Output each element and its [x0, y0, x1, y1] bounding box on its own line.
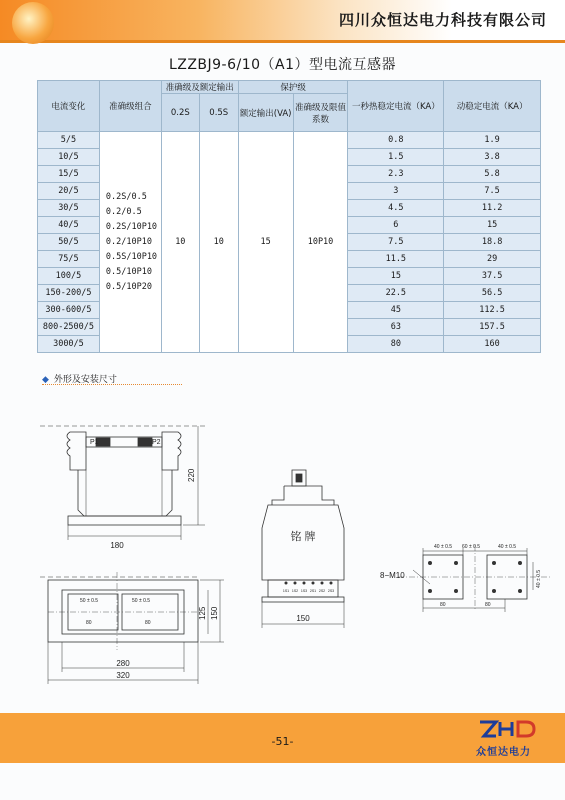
- dynamic-cell: 7.5: [444, 183, 541, 200]
- hole-layout: [398, 545, 550, 612]
- thermal-cell: 15: [348, 268, 444, 285]
- nameplate-label: 铭 牌: [290, 531, 316, 543]
- dim-hole-b: 60 ± 0.5: [462, 544, 481, 550]
- ratio-cell: 75/5: [38, 251, 100, 268]
- header-protection: 保护级: [238, 81, 348, 94]
- ratio-cell: 100/5: [38, 268, 100, 285]
- header-combo: 准确级组合: [99, 81, 161, 132]
- dim-slot-c: 80: [86, 620, 92, 626]
- diamond-icon: ◆: [42, 375, 49, 385]
- thermal-cell: 1.5: [348, 149, 444, 166]
- combo-item: 0.2/0.5: [105, 206, 142, 217]
- dynamic-cell: 15: [444, 217, 541, 234]
- thermal-cell: 80: [348, 336, 444, 353]
- dim-bottom-150: 150: [210, 606, 219, 620]
- section-title: 外形及安装尺寸: [53, 375, 117, 385]
- dim-hole-f: 80: [485, 602, 491, 608]
- dynamic-cell: 29: [444, 251, 541, 268]
- front-view: [40, 426, 205, 540]
- page-title: LZZBJ9-6/10（A1）型电流互感器: [168, 57, 397, 73]
- header-rated-output: 额定输出(VA): [238, 94, 293, 132]
- thermal-cell: 45: [348, 302, 444, 319]
- dim-hole-a: 40 ± 0.5: [434, 544, 453, 550]
- combo-item: 0.5S/10P10: [105, 251, 158, 262]
- ratio-cell: 150-200/5: [38, 285, 100, 302]
- terminal-label: 2S2: [318, 589, 326, 593]
- dim-hole-c: 40 ± 0.5: [498, 544, 517, 550]
- dynamic-cell: 11.2: [444, 200, 541, 217]
- dynamic-cell: 112.5: [444, 302, 541, 319]
- zhd-logo-icon: [478, 720, 540, 740]
- header-accuracy-group: 准确级及额定输出: [161, 81, 238, 94]
- thermal-cell: 63: [348, 319, 444, 336]
- bottom-view: [40, 572, 224, 684]
- ratio-cell: 3000/5: [38, 336, 100, 353]
- thermal-cell: 11.5: [348, 251, 444, 268]
- output-02s-cell: 10: [161, 132, 199, 353]
- p2-label: P2: [152, 439, 161, 446]
- thermal-cell: 6: [348, 217, 444, 234]
- thermal-cell: 3: [348, 183, 444, 200]
- dim-slot-a: 50 ± 0.5: [80, 598, 99, 604]
- dynamic-cell: 3.8: [444, 149, 541, 166]
- hole-callout: 8−M10: [380, 571, 405, 580]
- brand-name: 众恒达电力: [476, 747, 531, 758]
- thermal-cell: 2.3: [348, 166, 444, 183]
- terminal-label: 2S3: [327, 589, 335, 593]
- dynamic-cell: 160: [444, 336, 541, 353]
- ratio-cell: 5/5: [38, 132, 100, 149]
- header-05s: 0.5S: [199, 94, 238, 132]
- terminal-label: 1S2: [291, 589, 299, 593]
- dim-slot-d: 80: [145, 620, 151, 626]
- rated-output-cell: 15: [238, 132, 293, 353]
- dynamic-cell: 18.8: [444, 234, 541, 251]
- thermal-cell: 22.5: [348, 285, 444, 302]
- dim-side-width: 150: [296, 614, 310, 623]
- dim-front-height: 220: [187, 468, 196, 482]
- output-05s-cell: 10: [199, 132, 238, 353]
- limit-cell: 10P10: [293, 132, 348, 353]
- terminal-label: 1S1: [282, 589, 290, 593]
- dynamic-cell: 1.9: [444, 132, 541, 149]
- ratio-cell: 40/5: [38, 217, 100, 234]
- combo-item: 0.2S/10P10: [105, 221, 158, 232]
- header-thermal: 一秒热稳定电流（KA）: [348, 81, 444, 132]
- dynamic-cell: 5.8: [444, 166, 541, 183]
- header-dynamic: 动稳定电流（KA）: [444, 81, 541, 132]
- ratio-cell: 15/5: [38, 166, 100, 183]
- header-limit: 准确级及限值系数: [293, 94, 348, 132]
- terminal-label: 2S1: [309, 589, 317, 593]
- dim-hole-v: 40 ± 0.5: [536, 569, 542, 588]
- page-number: -51-: [271, 735, 294, 748]
- terminal-label: 1S3: [300, 589, 308, 593]
- ratio-cell: 10/5: [38, 149, 100, 166]
- header-ratio: 电流变化: [38, 81, 100, 132]
- ratio-cell: 50/5: [38, 234, 100, 251]
- ratio-cell: 800-2500/5: [38, 319, 100, 336]
- side-view: [262, 470, 344, 628]
- dim-slot-b: 50 ± 0.5: [132, 598, 151, 604]
- combo-item: 0.2S/0.5: [105, 191, 147, 202]
- thermal-cell: 0.8: [348, 132, 444, 149]
- ratio-cell: 20/5: [38, 183, 100, 200]
- dim-hole-e: 80: [440, 602, 446, 608]
- thermal-cell: 7.5: [348, 234, 444, 251]
- thermal-cell: 4.5: [348, 200, 444, 217]
- dynamic-cell: 37.5: [444, 268, 541, 285]
- ratio-cell: 300-600/5: [38, 302, 100, 319]
- dim-bottom-125: 125: [198, 606, 207, 620]
- dynamic-cell: 157.5: [444, 319, 541, 336]
- header-02s: 0.2S: [161, 94, 199, 132]
- ratio-cell: 30/5: [38, 200, 100, 217]
- combo-item: 0.5/10P10: [105, 266, 152, 277]
- company-name: 四川众恒达电力科技有限公司: [338, 11, 547, 29]
- p1-label: P1: [90, 439, 99, 446]
- dynamic-cell: 56.5: [444, 285, 541, 302]
- dim-bottom-320: 320: [116, 671, 130, 680]
- dim-bottom-280: 280: [116, 659, 130, 668]
- dim-front-base: 180: [110, 541, 124, 550]
- combo-item: 0.2/10P10: [105, 236, 152, 247]
- combo-item: 0.5/10P20: [105, 281, 152, 292]
